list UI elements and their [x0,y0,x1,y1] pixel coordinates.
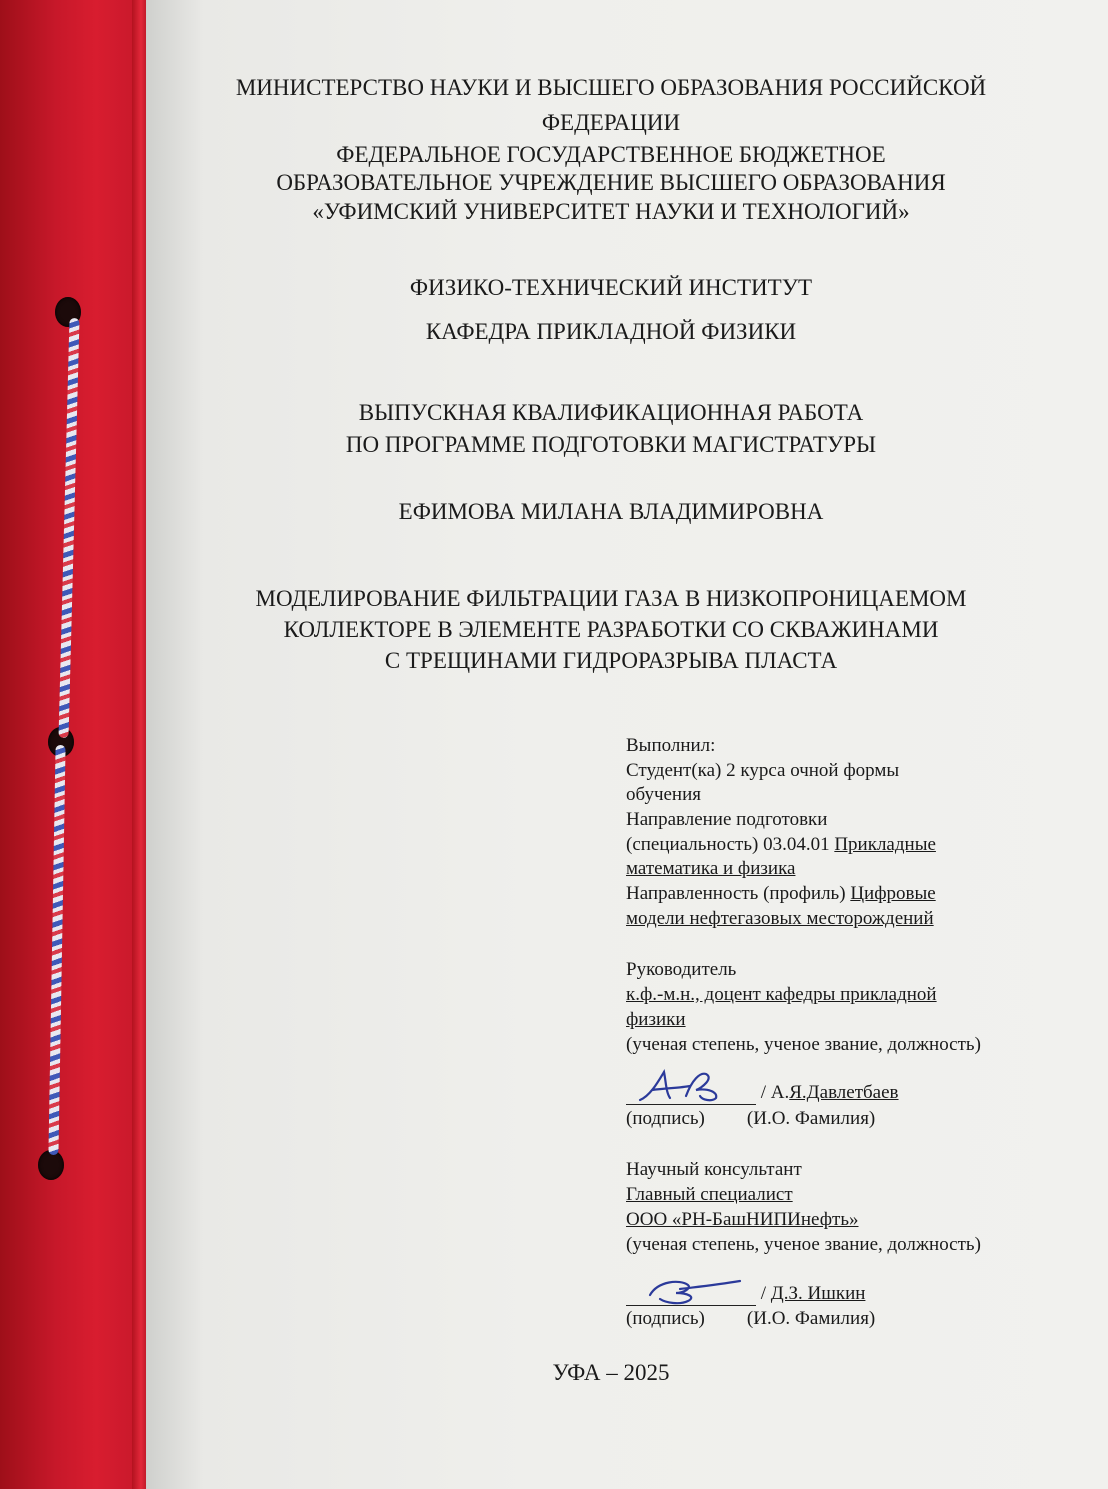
supervisor-name-prefix: / А. [760,1082,790,1103]
institute-name: ФИЗИКО-ТЕХНИЧЕСКИЙ ИНСТИТУТ [409,275,813,300]
work-type-line-2: ПО ПРОГРАММЕ ПОДГОТОВКИ МАГИСТРАТУРЫ [345,432,877,457]
direction-label: Направление подготовки [626,809,828,830]
profile-name-part-1: Цифровые [850,883,936,904]
thesis-title-line-1: МОДЕЛИРОВАНИЕ ФИЛЬТРАЦИИ ГАЗА В НИЗКОПРОНИЦАЕМОМ [255,586,967,611]
thesis-title-line-3: С ТРЕЩИНАМИ ГИДРОРАЗРЫВА ПЛАСТА [384,648,838,673]
supervisor-label: Руководитель [626,959,737,980]
profile-prefix: Направленность (профиль) [626,883,851,904]
supervisor-position-line-2: физики [626,1009,686,1030]
consultant-signature-caption: (подпись) [626,1308,705,1329]
profile-name-part-2: модели нефтегазовых месторождений [626,908,934,929]
specialty-line [626,833,1066,857]
supervisor-position-line-1: к.ф.-м.н., доцент кафедры прикладной [626,984,937,1005]
specialty-name-part-2: математика и физика [626,858,796,879]
work-type-line-1: ВЫПУСКНАЯ КВАЛИФИКАЦИОННАЯ РАБОТА [358,400,864,425]
profile-line [626,882,1066,906]
footer-city-year: УФА – 2025 [552,1360,670,1385]
supervisor-hint: (ученая степень, ученое звание, должность) [626,1034,981,1055]
thesis-title-line-2: КОЛЛЕКТОРЕ В ЭЛЕМЕНТЕ РАЗРАБОТКИ СО СКВАЖИНАМИ [283,617,939,642]
consultant-name-prefix: / [760,1283,771,1304]
supervisor-signature-line [626,1081,1066,1105]
specialty-name-part-1: Прикладные [834,834,936,855]
supervisor-name: Я.Давлетбаев [789,1082,899,1103]
university-name: «УФИМСКИЙ УНИВЕРСИТЕТ НАУКИ И ТЕХНОЛОГИЙ» [312,199,910,224]
supervisor-signature-field [626,1082,756,1105]
department-name: КАФЕДРА ПРИКЛАДНОЙ ФИЗИКИ [425,319,797,344]
consultant-name: Д.З. Ишкин [770,1283,866,1304]
institution-line-1: ФЕДЕРАЛЬНОЕ ГОСУДАРСТВЕННОЕ БЮДЖЕТНОЕ [336,142,886,167]
student-line-2: обучения [626,784,702,805]
consultant-position-line-2: ООО «РН-БашНИПИнефть» [626,1209,859,1230]
consultant-name-caption: (И.О. Фамилия) [746,1308,876,1329]
consultant-position-line-1: Главный специалист [626,1184,793,1205]
supervisor-name-caption: (И.О. Фамилия) [746,1108,876,1129]
ministry-line-2: ФЕДЕРАЦИИ [541,110,681,135]
institution-line-2: ОБРАЗОВАТЕЛЬНОЕ УЧРЕЖДЕНИЕ ВЫСШЕГО ОБРАЗОВАНИЯ [276,170,946,195]
specialty-prefix: (специальность) 03.04.01 [626,834,835,855]
consultant-captions [626,1307,1066,1331]
author-name: ЕФИМОВА МИЛАНА ВЛАДИМИРОВНА [398,499,824,524]
consultant-signature-icon [636,1273,746,1307]
supervisor-signature-icon [636,1066,746,1106]
consultant-signature-field [626,1283,756,1306]
student-line-1: Студент(ка) 2 курса очной формы [626,760,900,781]
supervisor-signature-caption: (подпись) [626,1108,705,1129]
consultant-hint: (ученая степень, ученое звание, должность) [626,1234,981,1255]
title-page [146,0,1108,1489]
supervisor-captions [626,1107,1066,1131]
performer-label: Выполнил: [626,735,716,756]
ministry-line-1: МИНИСТЕРСТВО НАУКИ И ВЫСШЕГО ОБРАЗОВАНИЯ РОССИЙСКОЙ [235,75,987,100]
consultant-signature-line [626,1282,1066,1306]
consultant-label: Научный консультант [626,1159,802,1180]
